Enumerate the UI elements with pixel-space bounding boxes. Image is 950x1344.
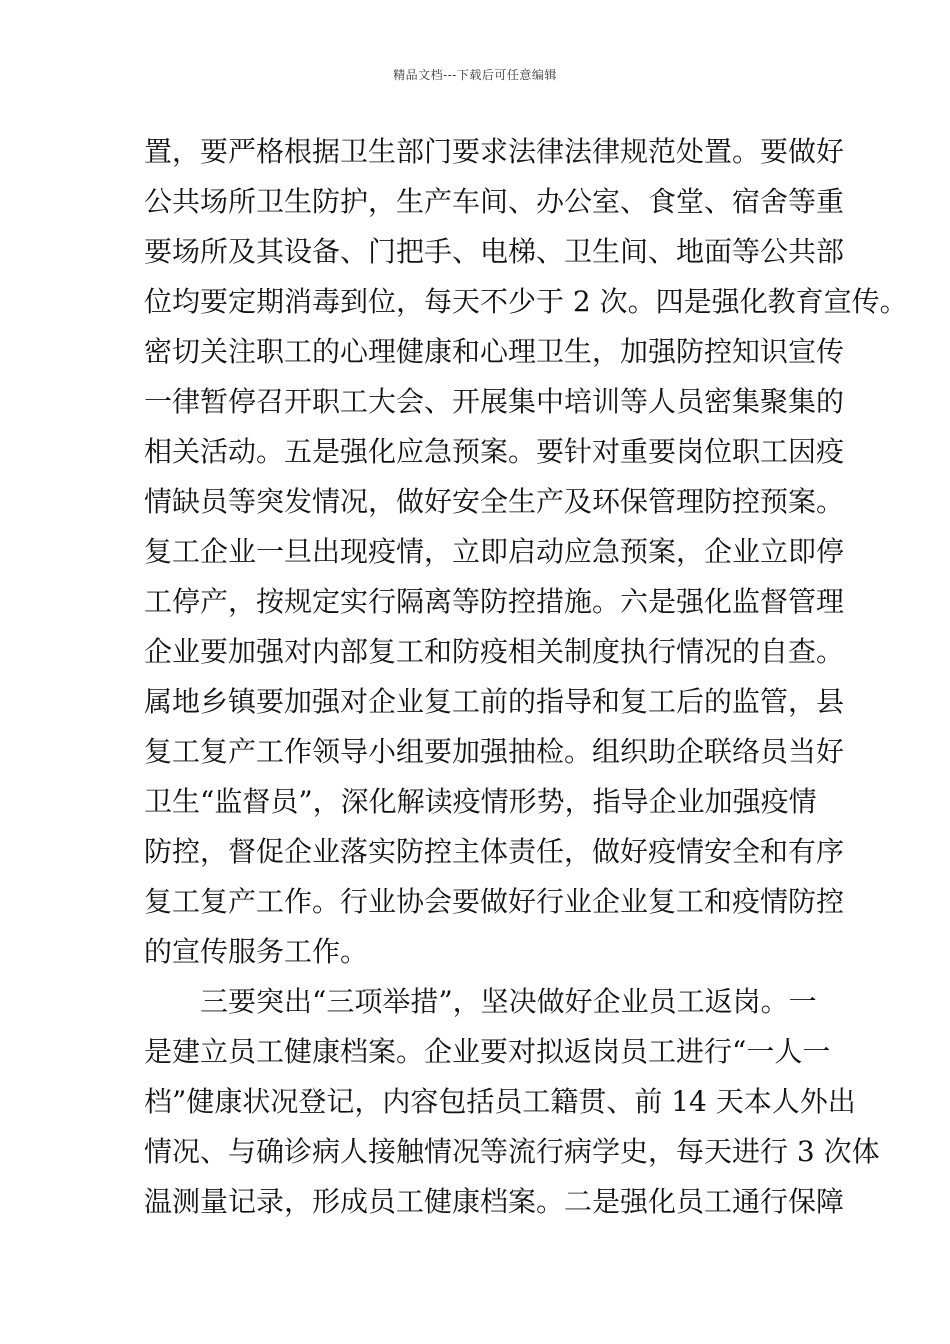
text-line: 相关活动。五是强化应急预案。要针对重要岗位职工因疫 — [144, 435, 845, 468]
text-line: 密切关注职工的心理健康和心理卫生，加强防控知识宣传 — [144, 335, 845, 368]
text-line: 防控，督促企业落实防控主体责任，做好疫情安全和有序 — [144, 835, 845, 868]
text-line: 情况、与确诊病人接触情况等流行病学史，每天进行 3 次体 — [144, 1135, 880, 1168]
text-line: 档”健康状况登记，内容包括员工籍贯、前 14 天本人外出 — [144, 1085, 856, 1118]
text-line: 复工复产工作。行业协会要做好行业企业复工和疫情防控 — [144, 885, 845, 918]
text-line: 温测量记录，形成员工健康档案。二是强化员工通行保障 — [144, 1185, 845, 1218]
text-line: 公共场所卫生防护，生产车间、办公室、食堂、宿舍等重 — [144, 185, 845, 218]
text-line: 位均要定期消毒到位，每天不少于 2 次。四是强化教育宣传。 — [144, 285, 908, 318]
text-line: 一律暂停召开职工大会、开展集中培训等人员密集聚集的 — [144, 385, 845, 418]
page-header: 精品文档---下载后可任意编辑 — [393, 68, 557, 82]
text-line: 工停产，按规定实行隔离等防控措施。六是强化监督管理 — [144, 585, 845, 618]
text-line: 卫生“监督员”，深化解读疫情形势，指导企业加强疫情 — [144, 785, 817, 818]
text-line: 是建立员工健康档案。企业要对拟返岗员工进行“一人一 — [144, 1035, 831, 1068]
paragraph-start-line: 三要突出“三项举措”，坚决做好企业员工返岗。一 — [200, 985, 817, 1018]
text-line: 情缺员等突发情况，做好安全生产及环保管理防控预案。 — [144, 485, 845, 518]
text-line: 属地乡镇要加强对企业复工前的指导和复工后的监管，县 — [144, 685, 845, 718]
document-body — [144, 127, 908, 1227]
text-line: 的宣传服务工作。 — [144, 935, 369, 968]
text-line: 复工企业一旦出现疫情，立即启动应急预案，企业立即停 — [144, 535, 845, 568]
text-line: 置，要严格根据卫生部门要求法律法律规范处置。要做好 — [144, 135, 845, 168]
text-line: 企业要加强对内部复工和防疫相关制度执行情况的自查。 — [144, 635, 845, 668]
text-line: 要场所及其设备、门把手、电梯、卫生间、地面等公共部 — [144, 235, 845, 268]
text-line: 复工复产工作领导小组要加强抽检。组织助企联络员当好 — [144, 735, 845, 768]
